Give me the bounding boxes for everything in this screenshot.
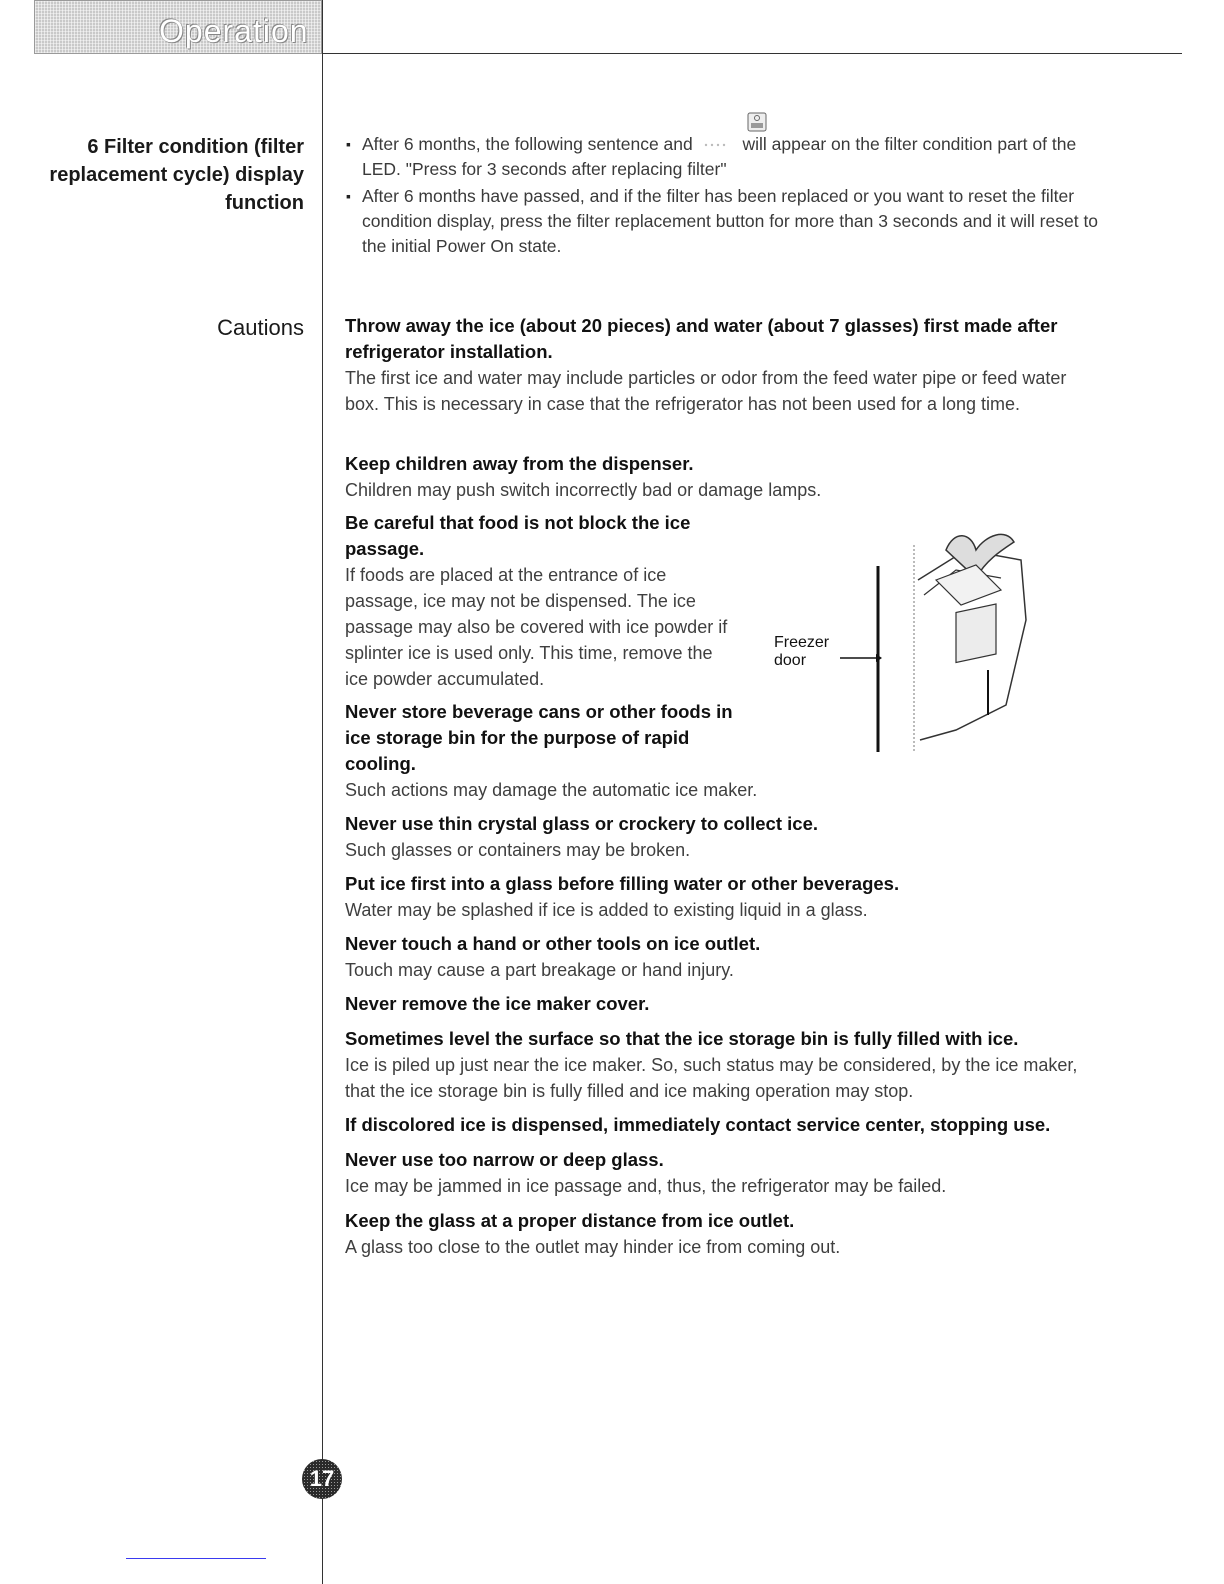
caution-body: Such glasses or containers may be broken. bbox=[345, 840, 691, 860]
caution-title: Throw away the ice (about 20 pieces) and water (about 7 glasses) first made after refrigerator installation. bbox=[345, 315, 1058, 362]
caution-item bbox=[345, 451, 1095, 503]
caution-title: Keep the glass at a proper distance from ice outlet. bbox=[345, 1210, 795, 1231]
caution-body: Water may be splashed if ice is added to existing liquid in a glass. bbox=[345, 900, 868, 920]
header-rule bbox=[322, 53, 1182, 54]
cautions-heading: Cautions bbox=[217, 315, 304, 340]
filter-indicator-icon bbox=[698, 135, 738, 155]
footer-underline bbox=[126, 1558, 266, 1559]
caution-title: Never use too narrow or deep glass. bbox=[345, 1149, 664, 1170]
page-number: 17 bbox=[309, 1466, 335, 1491]
caution-title: Never touch a hand or other tools on ice outlet. bbox=[345, 933, 761, 954]
caution-body: Children may push switch incorrectly bad or damage lamps. bbox=[345, 480, 822, 500]
led-filter-icon bbox=[746, 111, 768, 133]
dispenser-illustration bbox=[836, 520, 1036, 760]
caution-body: Ice is piled up just near the ice maker. So, such status may be considered, by the ice maker, that the ice storage bin is fully filled and ice making operation may stop. bbox=[345, 1055, 1078, 1101]
caution-body: Such actions may damage the automatic ice maker. bbox=[345, 780, 758, 800]
freezer-door-label: Freezer door bbox=[774, 634, 830, 669]
caution-item bbox=[345, 313, 1095, 417]
caution-title: Be careful that food is not block the ice passage. bbox=[345, 512, 691, 559]
caution-title: If discolored ice is dispensed, immediately contact service center, stopping use. bbox=[345, 1114, 1051, 1135]
caution-title: Keep children away from the dispenser. bbox=[345, 453, 694, 474]
section-title: Operation bbox=[159, 13, 309, 49]
caution-title: Put ice first into a glass before filling water or other beverages. bbox=[345, 873, 900, 894]
caution-item bbox=[345, 1112, 1095, 1138]
filter-bullet-2: ▪ After 6 months have passed, and if the filter has been replaced or you want to reset the filter condition display, press the filter replacement button for more than 3 seconds and it will reset to the initial Power On state. bbox=[346, 184, 1106, 259]
caution-title: Never use thin crystal glass or crockery to collect ice. bbox=[345, 813, 818, 834]
caution-title: Never remove the ice maker cover. bbox=[345, 993, 650, 1014]
header-tab bbox=[34, 0, 322, 54]
filter-heading: 6 Filter condition (filter replacement cycle) display function bbox=[49, 136, 304, 214]
filter-bullet-1: ▪ After 6 months, the following sentence and will appear on the filter condition part of the LED. "Press for 3 seconds after replacing filter" bbox=[346, 132, 1106, 182]
caution-item bbox=[345, 1208, 1095, 1260]
caution-title: Sometimes level the surface so that the ice storage bin is fully filled with ice. bbox=[345, 1028, 1019, 1049]
caution-item bbox=[345, 991, 1095, 1017]
caution-item bbox=[345, 1147, 1095, 1199]
caution-item-body bbox=[345, 777, 1095, 803]
caution-body: A glass too close to the outlet may hinder ice from coming out. bbox=[345, 1237, 841, 1257]
caution-item bbox=[345, 871, 1095, 923]
margin-rule bbox=[322, 0, 323, 1584]
caution-body: If foods are placed at the entrance of ice passage, ice may not be dispensed. The ice passage may also be covered with ice powder if splinter ice is used only. This time, remove the ice powder accumulated. bbox=[345, 565, 728, 689]
caution-item bbox=[345, 931, 1095, 983]
caution-item bbox=[345, 1026, 1095, 1104]
filter-bullets bbox=[346, 132, 1106, 261]
caution-body: Ice may be jammed in ice passage and, thus, the refrigerator may be failed. bbox=[345, 1176, 947, 1196]
caution-item bbox=[345, 510, 740, 692]
caution-body: The first ice and water may include particles or odor from the feed water pipe or feed water box. This is necessary in case that the refrigerator has not been used for a long time. bbox=[345, 368, 1067, 414]
caution-title: Never store beverage cans or other foods in ice storage bin for the purpose of rapid cooling. bbox=[345, 701, 733, 774]
caution-item bbox=[345, 699, 740, 777]
caution-body: Touch may cause a part breakage or hand injury. bbox=[345, 960, 734, 980]
caution-item bbox=[345, 811, 1095, 863]
